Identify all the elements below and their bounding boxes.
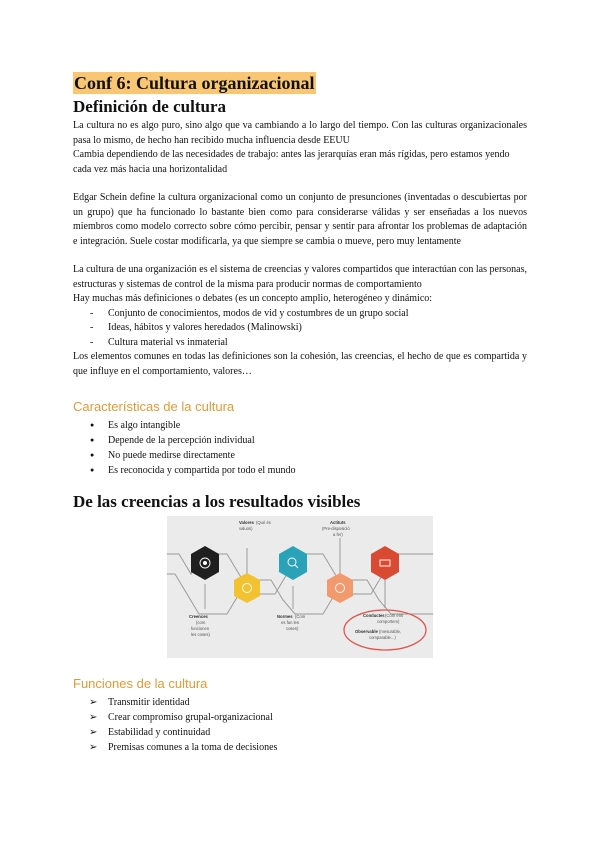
label-normes-sub3: coses) — [286, 626, 299, 631]
diagram-svg — [167, 516, 433, 658]
hexagon-valores — [234, 573, 260, 603]
diagram-wrapper — [73, 516, 527, 658]
label-actituts: Actituts — [330, 520, 346, 525]
list-item: ➢ Crear compromiso grupal-organizacional — [73, 710, 527, 725]
heading-definicion: Definición de cultura — [73, 97, 226, 116]
paragraph-5: Hay muchas más definiciones o debates (es un concepto amplio, heterogéneo y dinámico: — [73, 293, 433, 304]
label-observable: Observable — [355, 629, 378, 634]
list-item: ➢ Transmitir identidad — [73, 695, 527, 710]
list-item: - Conjunto de conocimientos, modos de vid y costumbres de un grupo social — [73, 307, 527, 322]
heading-funciones: Funciones de la cultura — [73, 676, 208, 691]
label-creences-sub2: funcionen — [191, 626, 210, 631]
list-item: ● Es reconocida y compartida por todo el mundo — [73, 463, 527, 478]
label-actituts-sub1: (Pre-disposició — [322, 526, 350, 531]
hexagon-creences — [191, 546, 219, 580]
label-conductes: Conductes — [363, 613, 385, 618]
label-observable-sub2: comparable...) — [369, 635, 396, 640]
label-actituts-sub2: a fer) — [333, 532, 343, 537]
paragraph-4: La cultura de una organización es el sistema de creencias y valores compartidos que interactúan con las personas, estructuras y sistemas de control de la misma para producir normas de comportamiento — [73, 264, 527, 290]
list-item: - Cultura material vs inmaterial — [73, 336, 527, 351]
list-item: ➢ Premisas comunes a la toma de decisiones — [73, 740, 527, 755]
heading-caracteristicas: Características de la cultura — [73, 399, 235, 414]
hexagon-conductes — [371, 546, 399, 580]
label-creences: Creences — [189, 614, 208, 619]
label-valores-sub2: valuos) — [239, 526, 253, 531]
label-valores-sub1: (Què és — [256, 520, 271, 525]
paragraph-1: La cultura no es algo puro, sino algo que va cambiando a lo largo del tiempo. Con las culturas organizacionales pasa lo mismo, de hecho han recibido mucha influencia desde EEUU — [73, 120, 527, 146]
list-item: ● Es algo intangible — [73, 418, 527, 433]
definitions-list — [73, 307, 527, 351]
beliefs-diagram — [167, 516, 433, 658]
list-item: ➢ Estabilidad y continuidad — [73, 725, 527, 740]
hexagon-normes — [279, 546, 307, 580]
label-conductes-sub1: (Com ens — [385, 613, 404, 618]
list-item: ● No puede medirse directamente — [73, 448, 527, 463]
characteristics-list — [73, 418, 527, 478]
paragraph-6: Los elementos comunes en todas las definiciones son la cohesión, las creencias, el hecho de que es compartida y que influye en el comportamiento, valores… — [73, 351, 527, 377]
label-normes-sub2: es fan les — [281, 620, 299, 625]
label-conductes-sub2: comportem) — [377, 619, 400, 624]
label-normes: Normes — [277, 614, 293, 619]
zigzag-line-bottom — [167, 574, 433, 614]
document-page — [73, 72, 527, 755]
label-normes-sub1: (Com — [295, 614, 306, 619]
functions-list — [73, 695, 527, 755]
page-title: Conf 6: Cultura organizacional — [74, 73, 315, 93]
label-creences-sub3: les coses) — [191, 632, 210, 637]
list-item: - Ideas, hábitos y valores heredados (Malinowski) — [73, 321, 527, 336]
label-valores: Valores — [239, 520, 254, 525]
heading-creencias: De las creencias a los resultados visibles — [73, 492, 361, 511]
paragraph-2: Cambia dependiendo de las necesidades de trabajo: antes las jerarquías eran más rígidas, pero estamos yendo cada vez más hacia una horizontalidad — [73, 149, 510, 175]
label-observable-sub1: (mesurable, — [379, 629, 402, 634]
list-item: ● Depende de la percepción individual — [73, 433, 527, 448]
label-creences-sub1: (com — [196, 620, 206, 625]
paragraph-schein: Edgar Schein define la cultura organizacional como un conjunto de presunciones (inventadas o descubiertas por un grupo) que ha funcionado lo bastante bien como para considerarse válidas y ser enseñadas a los nuevos miembros como modelo correcto sobre cómo percibir, pensar y sentir para afrontar los problemas de adaptación e integración. Suele costar modificarla, ya que siempre se cambia o mueve, pero muy lentamente — [73, 192, 527, 247]
hexagon-actituts — [327, 573, 353, 603]
